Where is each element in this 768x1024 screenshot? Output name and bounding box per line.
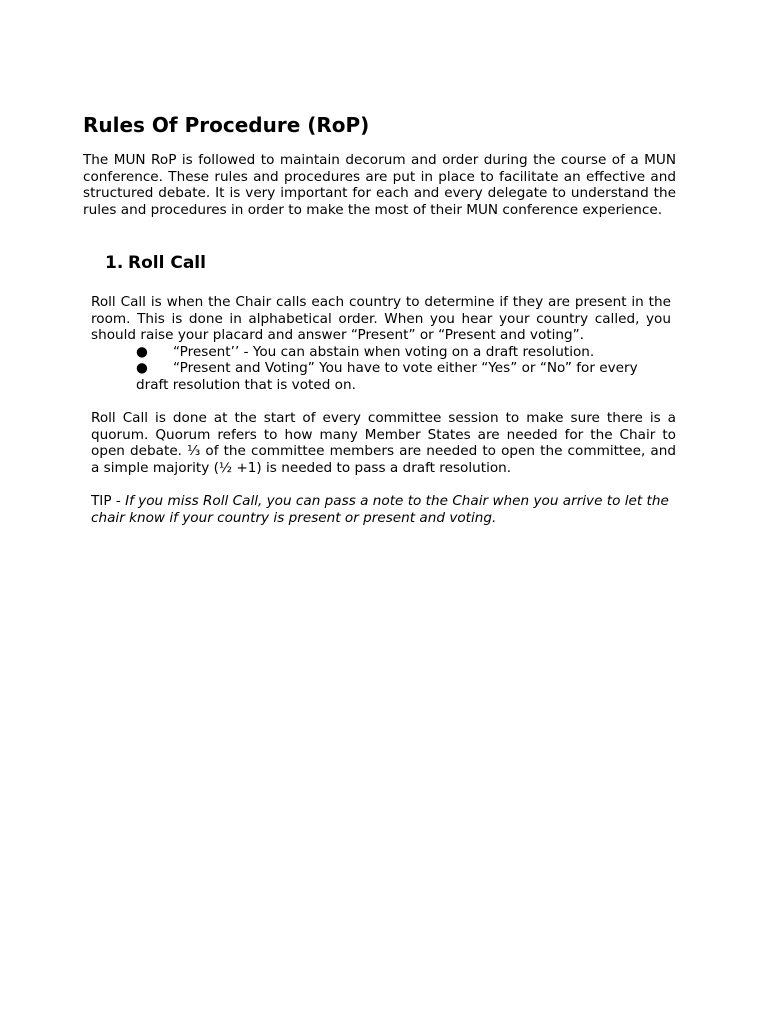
roll-call-paragraph: Roll Call is when the Chair calls each country to determine if they are present in the room. This is done in alphabetical order. When you hear your country called, you should raise your placard and answer “Present” or “Present and voting”. xyxy=(91,294,671,344)
bullet-text: “Present’’ - You can abstain when voting on a draft resolution. xyxy=(173,344,595,360)
bullet-icon: ● xyxy=(136,360,148,376)
quorum-paragraph: Roll Call is done at the start of every committee session to make sure there is a quorum. Quorum refers to how many Member States are needed for the Chair to open debate. ⅓ of the committee members are needed to open the committee, and a simple majority (½ +1) is needed to pass a draft resolution. xyxy=(91,410,676,476)
tip-label: TIP - xyxy=(91,493,126,509)
section-heading-roll-call xyxy=(105,251,206,275)
intro-paragraph: The MUN RoP is followed to maintain decorum and order during the course of a MUN conference. These rules and procedures are put in place to facilitate an effective and structured debate. It is very important for each and every delegate to understand the rules and procedures in order to make the most of their MUN conference experience. xyxy=(83,152,676,218)
bullet-item-present-and-voting xyxy=(136,360,661,393)
section-title: Roll Call xyxy=(128,253,206,273)
bullet-item-present xyxy=(136,344,671,361)
tip-paragraph xyxy=(91,493,671,526)
section-number: 1. xyxy=(105,253,124,273)
page-title: Rules Of Procedure (RoP) xyxy=(83,113,370,137)
bullet-icon: ● xyxy=(136,344,148,360)
tip-text: If you miss Roll Call, you can pass a note to the Chair when you arrive to let the chair know if your country is present or present and voting. xyxy=(91,493,669,526)
bullet-text: “Present and Voting” You have to vote either “Yes” or “No” for every draft resolution that is voted on. xyxy=(136,360,638,393)
